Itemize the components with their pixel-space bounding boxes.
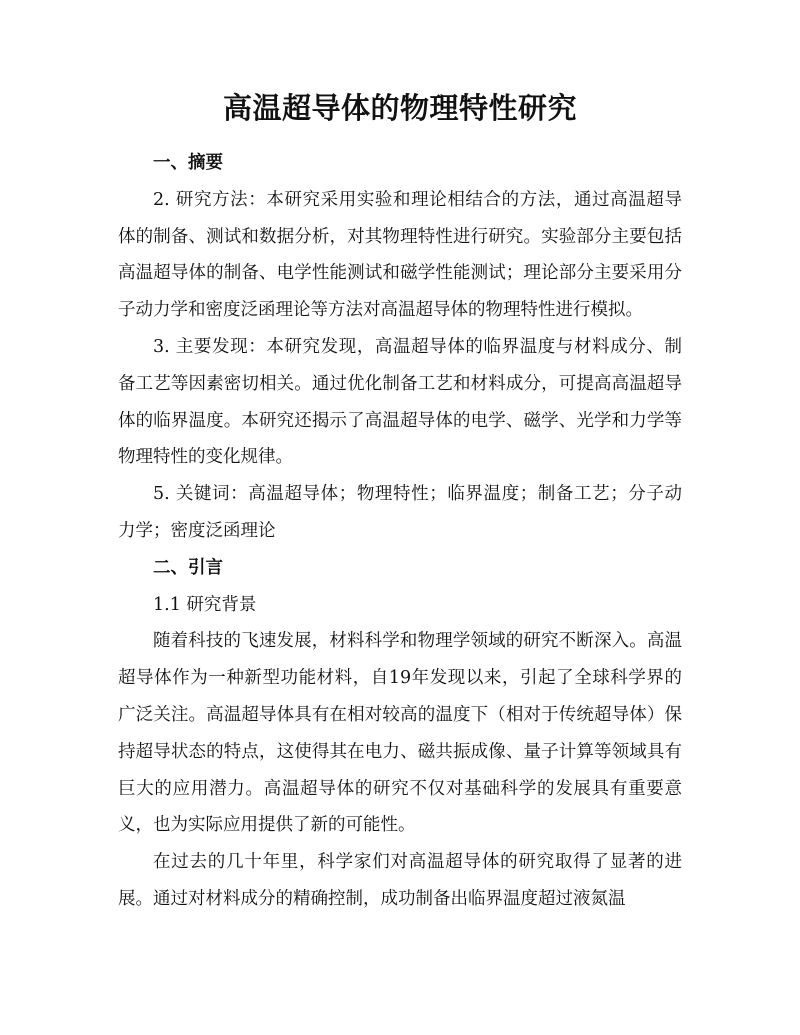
subsection-heading-background: 1.1 研究背景 bbox=[153, 594, 257, 615]
section-heading-introduction: 二、引言 bbox=[153, 557, 223, 578]
paragraph-research-method: 2. 研究方法：本研究采用实验和理论相结合的方法，通过高温超导体的制备、测试和数据分析，对其物理特性进行研究。实验部分主要包括高温超导体的制备、电学性能测试和磁学性能测试；理论部分主要采用分子动力学和密度泛函理论等方法对高温超导体的物理特性进行模拟。 bbox=[118, 189, 682, 321]
document-body bbox=[118, 145, 682, 918]
paragraph-keywords: 5. 关键词：高温超导体；物理特性；临界温度；制备工艺；分子动力学；密度泛函理论 bbox=[118, 484, 682, 541]
section-heading-abstract: 一、摘要 bbox=[153, 153, 223, 173]
paragraph-background-1: 随着科技的飞速发展，材料科学和物理学领域的研究不断深入。高温超导体作为一种新型功能材料，自19年发现以来，引起了全球科学界的广泛关注。高温超导体具有在相对较高的温度下（相对于传统超导体）保持超导状态的特点，这使得其在电力、磁共振成像、量子计算等领域具有巨大的应用潜力。高温超导体的研究不仅对基础科学的发展具有重要意义，也为实际应用提供了新的可能性。 bbox=[118, 631, 682, 836]
paragraph-main-findings: 3. 主要发现：本研究发现，高温超导体的临界温度与材料成分、制备工艺等因素密切相关。通过优化制备工艺和材料成分，可提高高温超导体的临界温度。本研究还揭示了高温超导体的电学、磁学、光学和力学等物理特性的变化规律。 bbox=[118, 336, 682, 468]
document-title: 高温超导体的物理特性研究 bbox=[222, 91, 577, 125]
paragraph-background-2: 在过去的几十年里，科学家们对高温超导体的研究取得了显著的进展。通过对材料成分的精确控制，成功制备出临界温度超过液氮温 bbox=[118, 852, 682, 909]
